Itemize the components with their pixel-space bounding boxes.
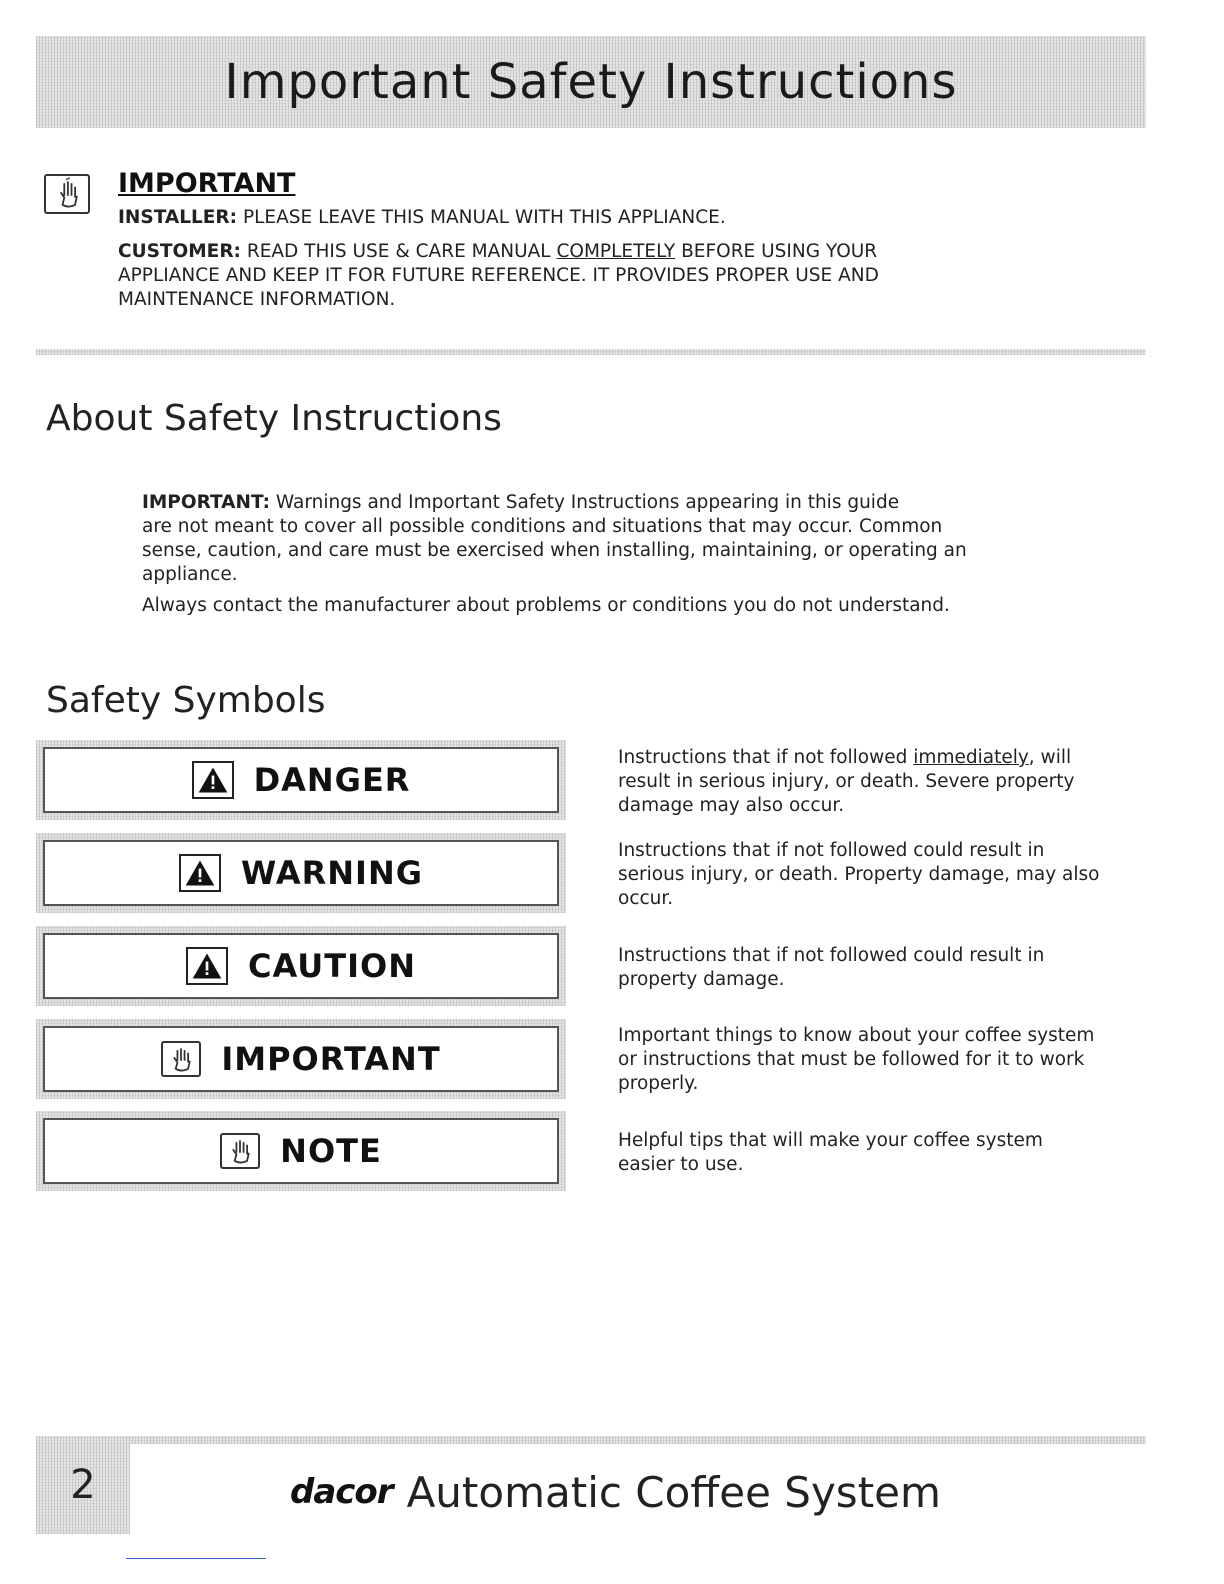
important-desc-line-2: or instructions that must be followed for it to work bbox=[618, 1049, 1085, 1070]
caution-symbol-box bbox=[36, 926, 566, 1006]
product-name: Automatic Coffee System bbox=[406, 1467, 941, 1517]
important-desc-line-3: properly. bbox=[618, 1073, 699, 1094]
brand-logo: dacor bbox=[290, 1472, 393, 1512]
danger-desc-line-2: result in serious injury, or death. Severe property bbox=[618, 771, 1075, 792]
note-desc-line-1: Helpful tips that will make your coffee system bbox=[618, 1130, 1043, 1151]
about-line-2: are not meant to cover all possible conditions and situations that may occur. Common bbox=[142, 516, 943, 537]
warning-triangle-icon bbox=[186, 947, 228, 985]
footer-title bbox=[290, 1464, 941, 1520]
footer-band bbox=[36, 1436, 1146, 1444]
about-contact: Always contact the manufacturer about problems or conditions you do not understand. bbox=[142, 595, 950, 616]
danger-desc-emphasis: immediately bbox=[913, 747, 1029, 768]
about-label: IMPORTANT: bbox=[142, 492, 270, 513]
danger-label: DANGER bbox=[253, 761, 411, 799]
note-label: NOTE bbox=[280, 1132, 382, 1170]
danger-description bbox=[618, 746, 1158, 818]
customer-line bbox=[118, 240, 1018, 312]
warning-triangle-icon bbox=[192, 761, 234, 799]
page-number-box bbox=[36, 1436, 130, 1534]
installer-line bbox=[118, 206, 1018, 230]
about-line-4: appliance. bbox=[142, 564, 238, 585]
pointing-hand-icon bbox=[161, 1041, 201, 1077]
installer-text: PLEASE LEAVE THIS MANUAL WITH THIS APPLIANCE. bbox=[242, 207, 726, 228]
customer-line-3: MAINTENANCE INFORMATION. bbox=[118, 289, 396, 310]
danger-desc-2: , will bbox=[1028, 747, 1072, 768]
important-description bbox=[618, 1024, 1158, 1096]
note-desc-line-2: easier to use. bbox=[618, 1154, 744, 1175]
danger-desc-1: Instructions that if not followed bbox=[618, 747, 908, 768]
warning-desc-line-2: serious injury, or death. Property damage, may also bbox=[618, 864, 1100, 885]
about-line-1: Warnings and Important Safety Instructions appearing in this guide bbox=[275, 492, 900, 513]
warning-description bbox=[618, 839, 1158, 911]
customer-label: CUSTOMER: bbox=[118, 241, 241, 262]
about-title: About Safety Instructions bbox=[46, 398, 502, 439]
warning-desc-line-3: occur. bbox=[618, 888, 674, 909]
customer-text-2: BEFORE USING YOUR bbox=[681, 241, 878, 262]
important-heading: IMPORTANT bbox=[118, 168, 296, 199]
customer-emphasis: COMPLETELY bbox=[556, 241, 676, 262]
title-banner bbox=[36, 36, 1146, 128]
note-symbol-box bbox=[36, 1111, 566, 1191]
link-underline bbox=[126, 1558, 266, 1559]
page-title: Important Safety Instructions bbox=[224, 54, 958, 110]
warning-label: WARNING bbox=[241, 854, 423, 892]
caution-description bbox=[618, 944, 1158, 992]
caution-label: CAUTION bbox=[248, 947, 416, 985]
section-divider bbox=[36, 349, 1146, 355]
pointing-hand-icon bbox=[220, 1133, 260, 1169]
warning-desc-line-1: Instructions that if not followed could result in bbox=[618, 840, 1045, 861]
caution-desc-line-1: Instructions that if not followed could result in bbox=[618, 945, 1045, 966]
installer-label: INSTALLER: bbox=[118, 207, 238, 228]
page-number: 2 bbox=[70, 1462, 96, 1508]
about-line-3: sense, caution, and care must be exercised when installing, maintaining, or operating an bbox=[142, 540, 967, 561]
customer-line-2: APPLIANCE AND KEEP IT FOR FUTURE REFERENCE. IT PROVIDES PROPER USE AND bbox=[118, 265, 879, 286]
important-label: IMPORTANT bbox=[221, 1040, 441, 1078]
danger-desc-line-3: damage may also occur. bbox=[618, 795, 845, 816]
customer-text-1: READ THIS USE & CARE MANUAL bbox=[246, 241, 551, 262]
about-paragraph bbox=[142, 491, 1052, 587]
warning-triangle-icon bbox=[179, 854, 221, 892]
caution-desc-line-2: property damage. bbox=[618, 969, 785, 990]
important-symbol-box bbox=[36, 1019, 566, 1099]
important-desc-line-1: Important things to know about your coffee system bbox=[618, 1025, 1095, 1046]
note-description bbox=[618, 1129, 1158, 1177]
symbols-title: Safety Symbols bbox=[46, 680, 326, 721]
warning-symbol-box bbox=[36, 833, 566, 913]
danger-symbol-box bbox=[36, 740, 566, 820]
pointing-hand-icon bbox=[44, 174, 90, 214]
